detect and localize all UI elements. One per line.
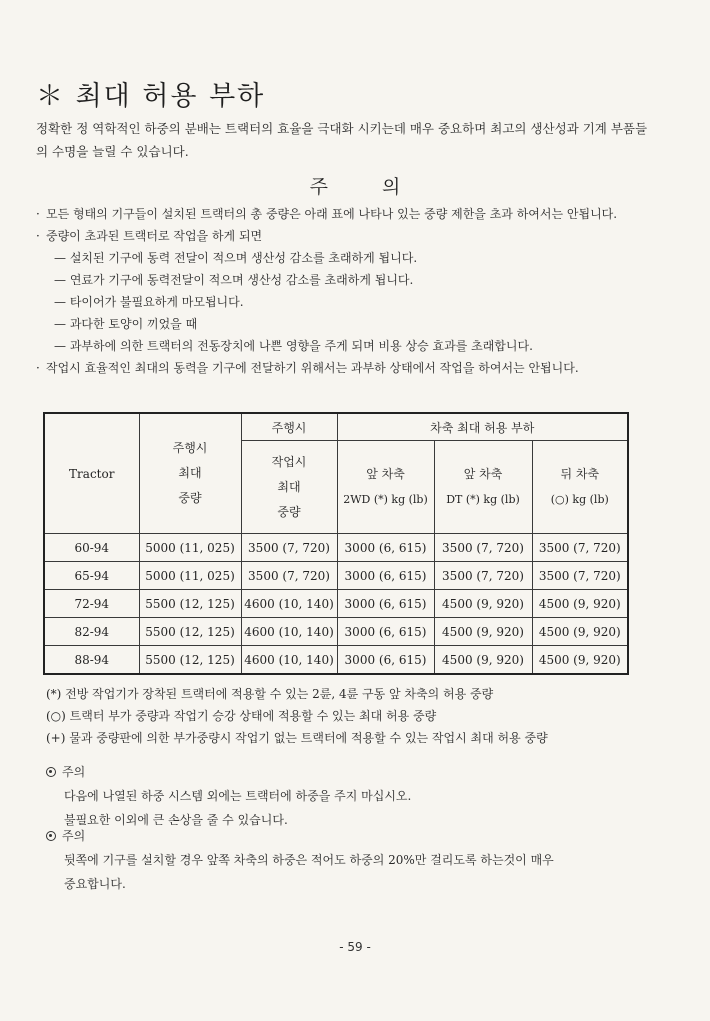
dash-item: — 연료가 기구에 동력전달이 적으며 생산성 감소를 초래하게 됩니다. [54,273,414,287]
bullet-overweight: · 중량이 초과된 트랙터로 작업을 하게 되면 [36,225,636,247]
table-row: 88-94 5500 (12, 125) 4600 (10, 140) 3000 (6, 615) 4500 (9, 920) 4500 (9, 920) [44,646,628,675]
header-work-weight: 작업시 최대 중량 [241,441,337,534]
footnote-ballast: (+) 물과 중량판에 의한 부가중량시 작업기 없는 트랙터에 적용할 수 있는 작업시 최대 허용 중량 [46,731,548,745]
table-row: 65-94 5000 (11, 025) 3500 (7, 720) 3000 (6, 615) 3500 (7, 720) 3500 (7, 720) [44,562,628,590]
header-transport-weight: 주행시 최대 중량 [139,413,241,534]
warning-text: 중요합니다. [64,877,126,891]
footnote-max-weight: (○) 트랙터 부가 중량과 작업기 승강 상태에 적용할 수 있는 최대 허용 중량 [46,709,437,723]
dash-item: — 설치된 기구에 동력 전달이 적으며 생산성 감소를 초래하게 됩니다. [54,251,418,265]
header-rear-axle: 뒤 차축 (○) kg (lb) [532,441,628,534]
intro-paragraph: 정확한 정 역학적인 하중의 분배는 트랙터의 효율을 극대화 시키는데 매우 중요하며 최고의 생산성과 기계 부품들의 수명을 늘릴 수 있습니다. [36,121,648,159]
warning-text: 뒷쪽에 기구를 설치할 경우 앞쪽 차축의 하중은 적어도 하중의 20%만 걸리도록 하는것이 매우 [64,853,554,867]
load-limit-table [43,412,629,675]
header-axle-group: 차축 최대 허용 부하 [337,413,628,441]
dash-item: — 타이어가 불필요하게 마모됩니다. [54,295,244,309]
header-work-top: 주행시 [241,413,337,441]
table-row: 72-94 5500 (12, 125) 4600 (10, 140) 3000 (6, 615) 4500 (9, 920) 4500 (9, 920) [44,590,628,618]
caution-list [36,203,636,379]
dash-item: — 과다한 토양이 끼었을 때 [54,317,198,331]
warning-block-2 [46,824,646,896]
footnote-front-axle: (*) 전방 작업기가 장착된 트랙터에 적용할 수 있는 2륜, 4륜 구동 앞 차축의 허용 중량 [46,687,494,701]
table-row: 60-94 5000 (11, 025) 3500 (7, 720) 3000 (6, 615) 3500 (7, 720) 3500 (7, 720) [44,534,628,562]
bullseye-icon [46,767,56,777]
warning-text: 불필요한 이외에 큰 손상을 줄 수 있습니다. [64,813,288,827]
table-footnotes [46,683,646,749]
warning-label: 주의 [62,765,86,779]
caution-heading: 주 의 [309,176,401,198]
warning-block-1 [46,760,646,832]
dash-item: — 과부하에 의한 트랙터의 전동장치에 나쁜 영향을 주게 되며 비용 상승 효과를 초래합니다. [54,339,533,353]
warning-label: 주의 [62,829,86,843]
bullet-total-weight: · 모든 형태의 기구들이 설치된 트랙터의 총 중량은 아래 표에 나타나 있는 중량 제한을 초과 하여서는 안됩니다. [36,203,636,225]
header-front-axle-2wd: 앞 차축 2WD (*) kg (lb) [337,441,434,534]
warning-text: 다음에 나열된 하중 시스템 외에는 트랙터에 하중을 주지 마십시오. [64,789,412,803]
bullseye-icon [46,831,56,841]
table-row: 82-94 5500 (12, 125) 4600 (10, 140) 3000 (6, 615) 4500 (9, 920) 4500 (9, 920) [44,618,628,646]
bullet-efficient-power: · 작업시 효율적인 최대의 동력을 기구에 전달하기 위해서는 과부하 상태에서 작업을 하여서는 안됩니다. [36,357,636,379]
page-title: ＊ 최대 허용 부하 [36,81,266,112]
page-number: - 59 - [339,940,371,954]
header-tractor: Tractor [44,413,139,534]
header-front-axle-dt: 앞 차축 DT (*) kg (lb) [434,441,532,534]
